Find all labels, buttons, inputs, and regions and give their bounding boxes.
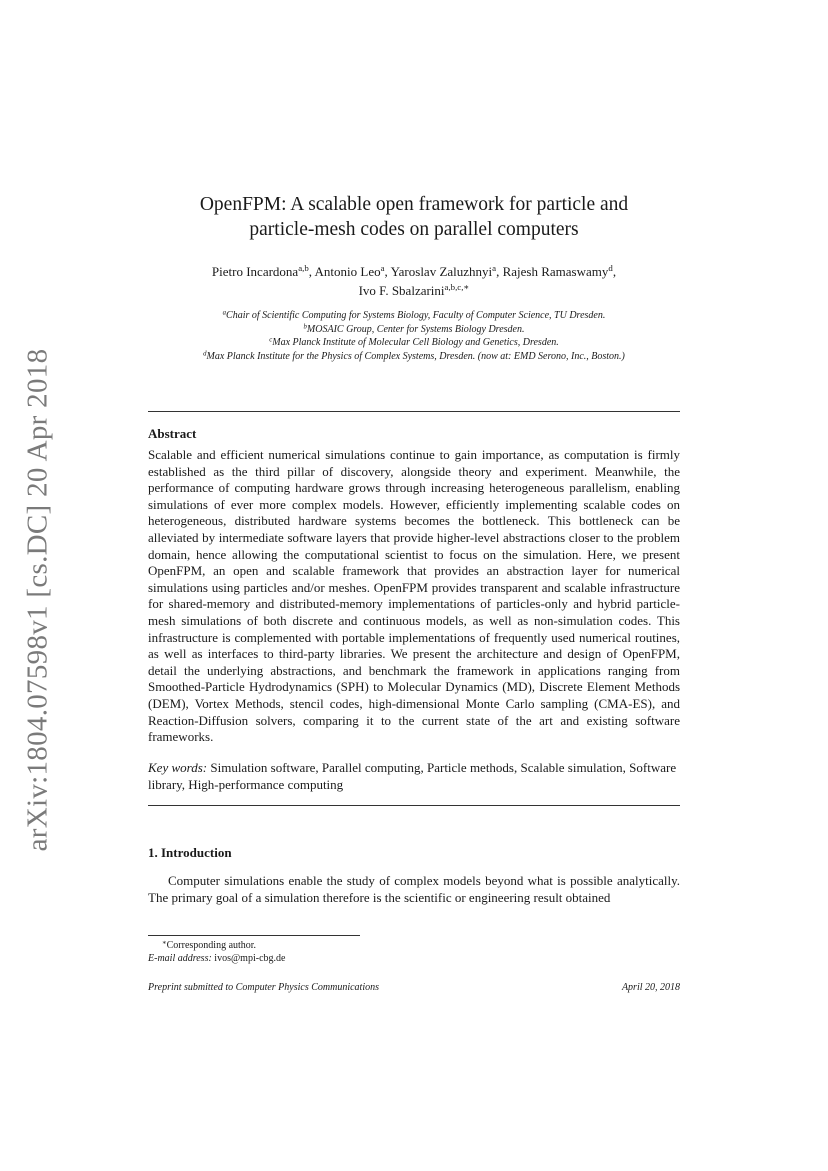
affiliation-text: Chair of Scientific Computing for Systems Biology, Faculty of Computer Science, TU Dresden.: [226, 310, 606, 321]
keywords-text: Simulation software, Parallel computing, Particle methods, Scalable simulation, Software library, High-performance computing: [148, 760, 677, 792]
affiliation-text: Max Planck Institute for the Physics of Complex Systems, Dresden. (now at: EMD Serono, Inc., Boston.): [206, 350, 625, 362]
footer-journal: Preprint submitted to Computer Physics Communications: [148, 982, 380, 993]
abstract-heading: Abstract: [148, 426, 197, 441]
footnote-mark: ∗: [162, 939, 167, 947]
footnote-corresponding: [148, 939, 694, 952]
intro-paragraph: Computer simulations enable the study of complex models beyond what is possible analytically. The primary goal of a simulation therefore is the scientific or engineering result obtained: [148, 873, 680, 905]
affiliation-item: [120, 323, 708, 337]
keywords-label: Key words:: [148, 760, 208, 775]
author-line-1: [120, 262, 708, 281]
author-name: Yaroslav Zaluzhnyi: [390, 264, 493, 279]
author-name: Pietro Incardona: [211, 264, 299, 279]
author-name: Antonio Leo: [314, 264, 381, 279]
footnote-text: Corresponding author.: [166, 940, 257, 951]
author-affiliation-mark: a: [492, 263, 497, 274]
abstract-top-rule: [148, 411, 680, 412]
affiliation-text: Max Planck Institute of Molecular Cell Biology and Genetics, Dresden.: [272, 337, 559, 349]
footnote-email: [148, 952, 680, 965]
author-affiliation-mark: a,b,c,∗: [444, 282, 470, 293]
author-affiliation-mark: a: [380, 263, 385, 274]
author-separator: ,: [384, 264, 391, 279]
affiliation-mark: a: [222, 309, 227, 317]
author-line-2: [120, 281, 708, 300]
affiliation-mark: b: [303, 322, 307, 330]
author-separator: ,: [612, 264, 617, 279]
affiliation-item: [120, 350, 708, 364]
affiliation-mark: d: [203, 350, 207, 358]
affiliation-mark: c: [269, 336, 273, 344]
paper-title: [120, 192, 708, 242]
footer-date: April 20, 2018: [621, 982, 680, 993]
email-label: E-mail address:: [148, 953, 212, 964]
author-name: Rajesh Ramaswamy: [502, 264, 609, 279]
arxiv-identifier: arXiv:1804.07598v1 [cs.DC] 20 Apr 2018: [21, 348, 54, 852]
author-separator: ,: [496, 264, 503, 279]
affiliation-text: MOSAIC Group, Center for Systems Biology Dresden.: [306, 323, 525, 335]
email-address: ivos@mpi-cbg.de: [214, 953, 286, 964]
abstract-body: Scalable and efficient numerical simulations continue to gain importance, as computation is firmly established as the third pillar of discovery, alongside theory and experiment. Meanwhile, the performance of computing hardware grows through increasing heterogeneous parallelism, enabling simulations of ever more complex models. However, efficiently implementing scalable codes on heterogeneous, distributed hardware systems becomes the bottleneck. This bottleneck can be alleviated by intermediate software layers that provide higher-level abstractions closer to the problem domain, hence allowing the computational scientist to focus on the simulation. Here, we present OpenFPM, an open and scalable framework that provides an abstraction layer for numerical simulations using particles and/or meshes. OpenFPM provides transparent and scalable infrastructure for shared-memory and distributed-memory implementations of particles-only and hybrid particle-mesh simulations of both discrete and continuous models, as well as non-simulation codes. This infrastructure is complemented with portable implementations of frequently used numerical routines, as well as interfaces to third-party libraries. We present the architecture and design of OpenFPM, detail the underlying abstractions, and benchmark the framework in applications ranging from Smoothed-Particle Hydrodynamics (SPH) to Molecular Dynamics (MD), Discrete Element Methods (DEM), Vortex Methods, stencil codes, high-dimensional Monte Carlo sampling (CMA-ES), and Reaction-Diffusion solvers, comparing it to the current state of the art and existing software frameworks.: [148, 447, 680, 745]
affiliation-item: [120, 309, 708, 323]
author-separator: ,: [308, 264, 315, 279]
author-list: [120, 262, 708, 300]
intro-heading: 1. Introduction: [148, 845, 232, 860]
title-line-2: particle-mesh codes on parallel computers: [249, 219, 579, 240]
author-affiliation-mark: a,b: [298, 263, 309, 274]
title-line-1: OpenFPM: A scalable open framework for particle and: [199, 194, 629, 215]
abstract-bottom-rule: [148, 805, 680, 806]
affiliation-item: [120, 336, 708, 350]
author-name: Ivo F. Sbalzarini: [358, 283, 445, 298]
author-affiliation-mark: d: [608, 263, 613, 274]
affiliations: [120, 309, 708, 363]
keywords: [148, 760, 680, 793]
footnote-rule: [148, 935, 360, 936]
